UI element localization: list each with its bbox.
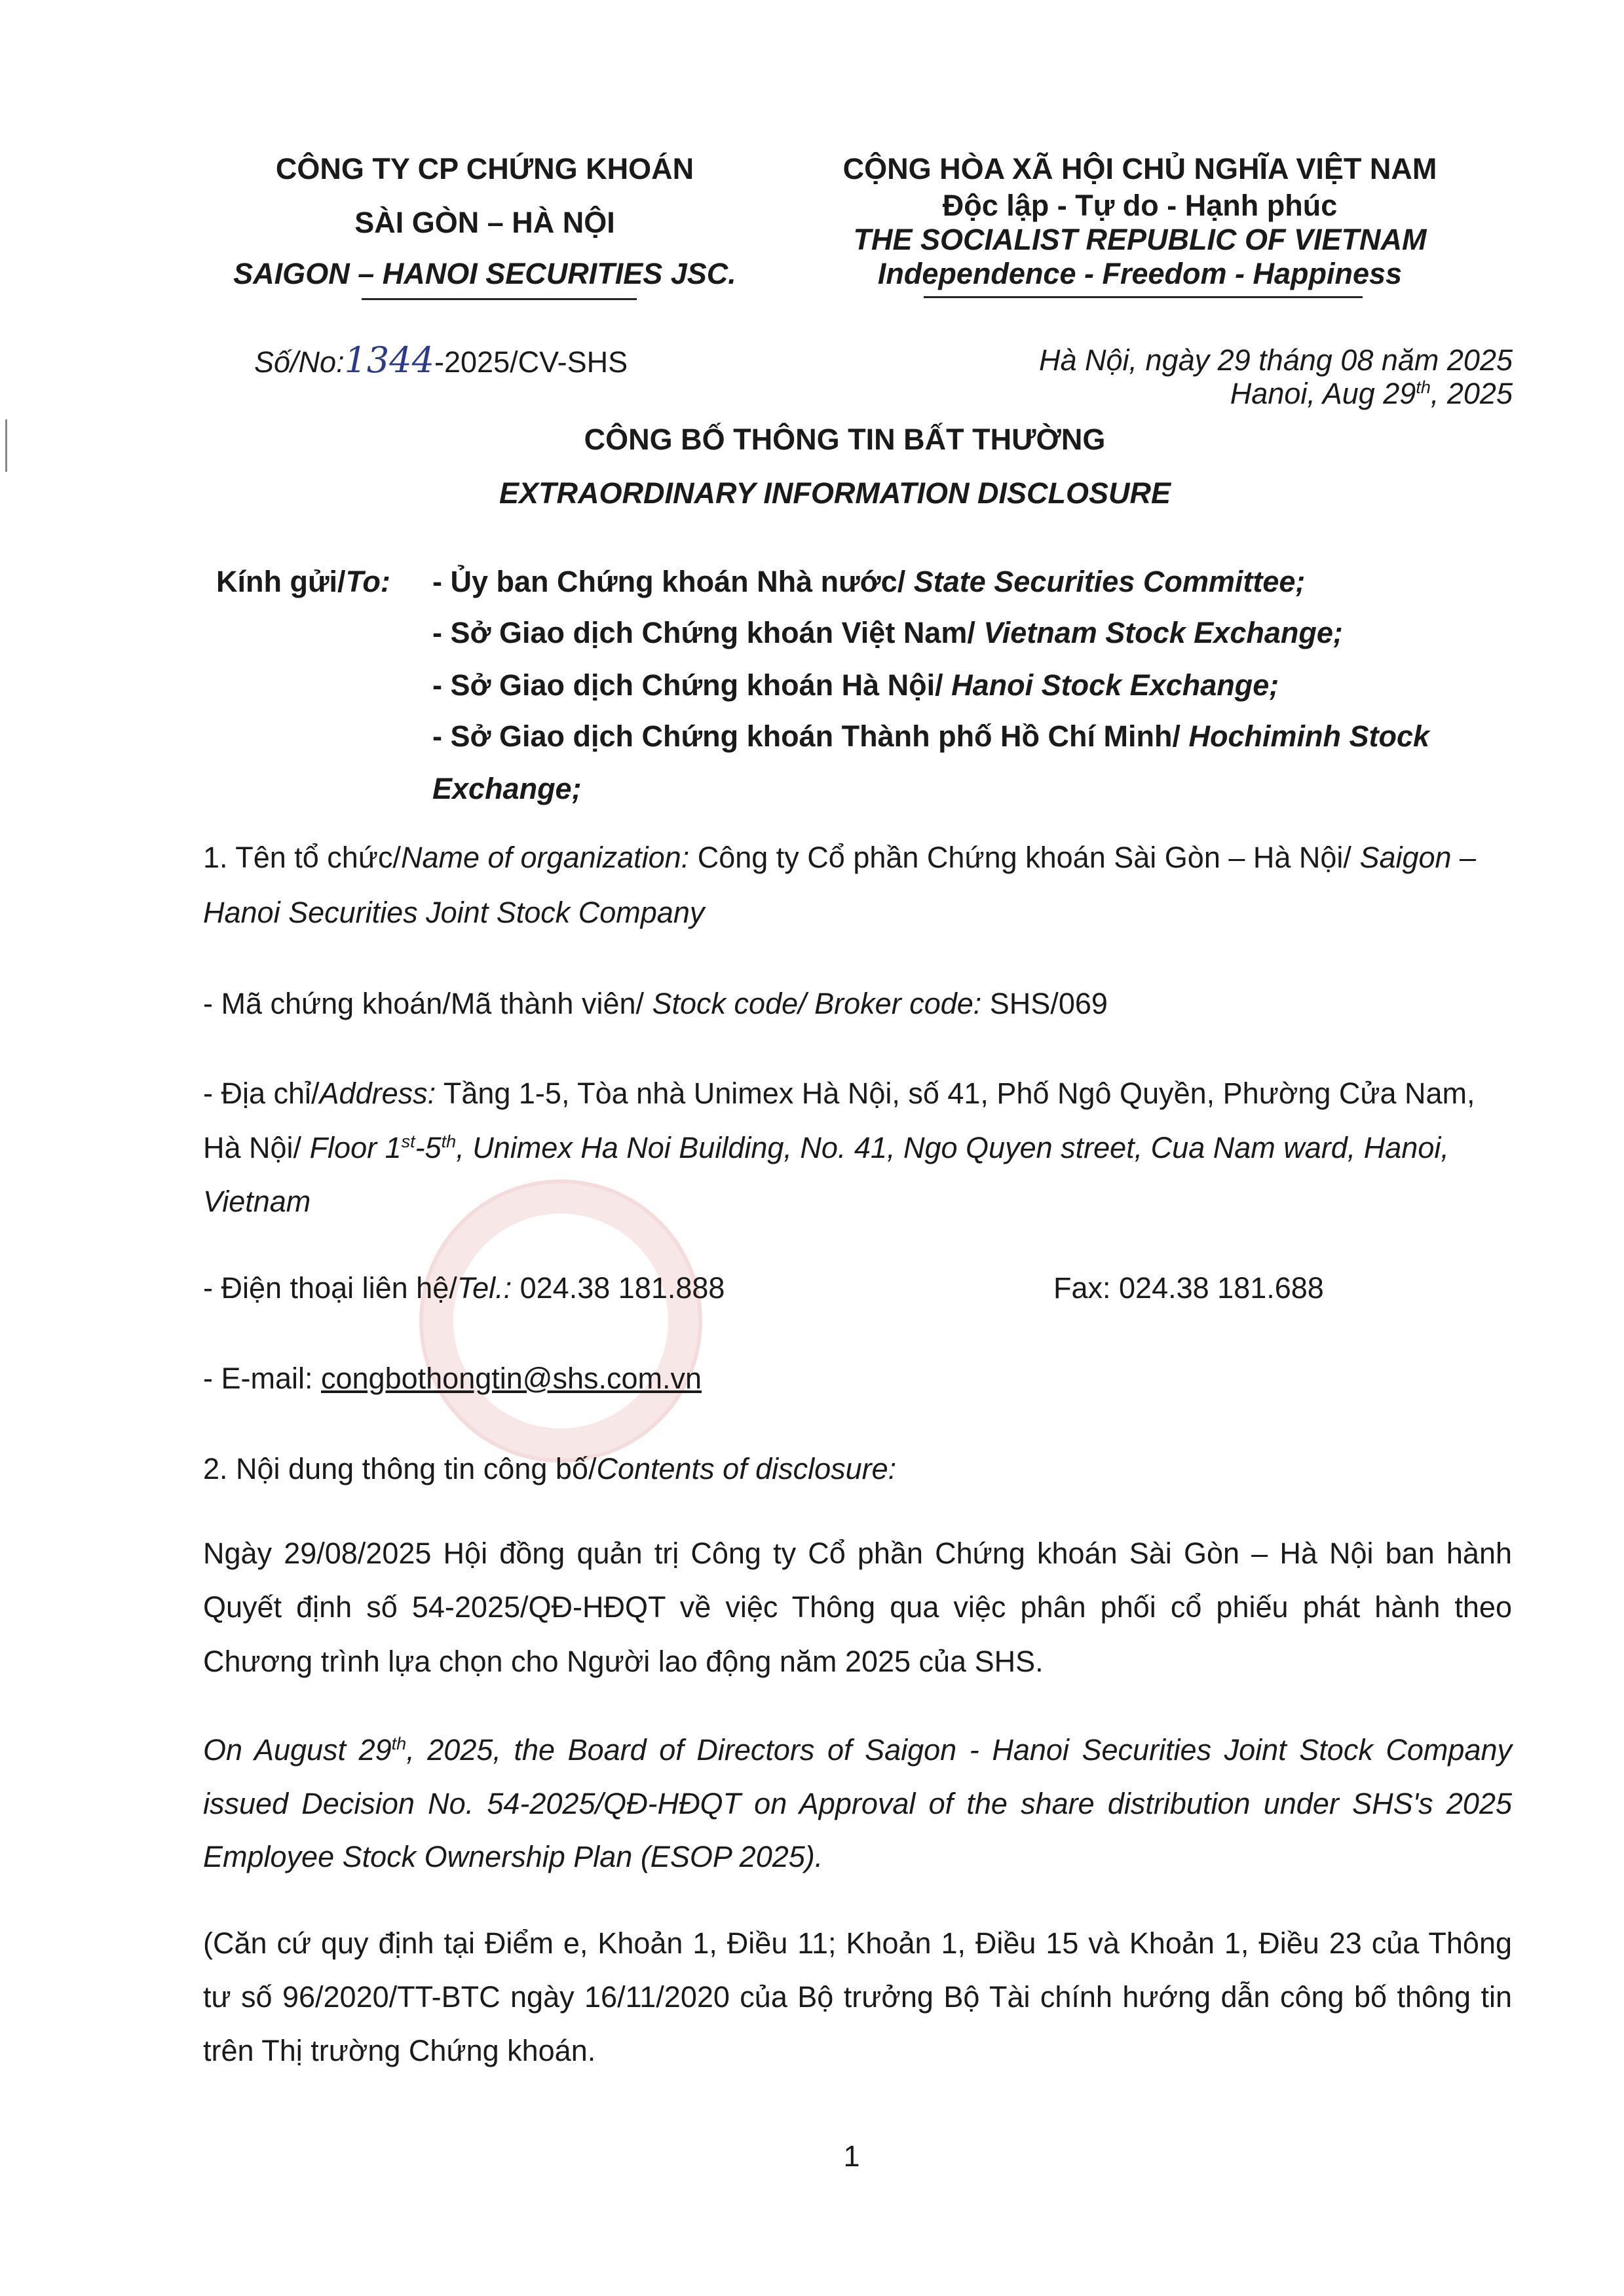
- paragraph-en-line: issued Decision No. 54-2025/QĐ-HĐQT on Approval of the share distribution under SHS's 2025: [203, 1787, 1512, 1820]
- header-right-underline: [924, 296, 1363, 298]
- recipient-item: - Sở Giao dịch Chứng khoán Thành phố Hồ Chí Minh/ Hochiminh Stock: [432, 719, 1430, 753]
- doc-number-prefix: Số/No:: [254, 345, 345, 379]
- legal-basis-line: trên Thị trường Chứng khoán.: [203, 2034, 596, 2067]
- motto-vi: Độc lập - Tự do - Hạnh phúc: [942, 189, 1338, 222]
- legal-basis-line: tư số 96/2020/TT-BTC ngày 16/11/2020 của Bộ trưởng Bộ Tài chính hướng dẫn công bố thông tin: [203, 1980, 1512, 2014]
- recipient-item: - Sở Giao dịch Chứng khoán Việt Nam/ Vietnam Stock Exchange;: [432, 616, 1343, 649]
- company-name-en: SAIGON – HANOI SECURITIES JSC.: [233, 257, 736, 290]
- company-name-vi-line2: SÀI GÒN – HÀ NỘI: [354, 206, 615, 239]
- organization-name: 1. Tên tổ chức/Name of organization: Công ty Cổ phần Chứng khoán Sài Gòn – Hà Nội/ Saigon –: [203, 841, 1477, 874]
- doc-number-handwritten: 1344: [344, 339, 435, 381]
- address-line1: - Địa chỉ/Address: Tầng 1-5, Tòa nhà Unimex Hà Nội, số 41, Phố Ngô Quyền, Phường Cửa Nam,: [203, 1077, 1475, 1110]
- phone: - Điện thoại liên hệ/Tel.: 024.38 181.888: [203, 1271, 725, 1305]
- recipients-label: Kính gửi/To:: [216, 565, 390, 598]
- header-left-underline: [362, 298, 637, 300]
- country-name-vi: CỘNG HÒA XÃ HỘI CHỦ NGHĨA VIỆT NAM: [842, 152, 1437, 185]
- paragraph-vi-line: Ngày 29/08/2025 Hội đồng quản trị Công ty Cổ phần Chứng khoán Sài Gòn – Hà Nội ban hành: [203, 1537, 1512, 1570]
- paragraph-vi-line: Chương trình lựa chọn cho Người lao động năm 2025 của SHS.: [203, 1645, 1044, 1678]
- date-en: Hanoi, Aug 29th, 2025: [1230, 377, 1513, 410]
- email: - E-mail: congbothongtin@shs.com.vn: [203, 1362, 702, 1395]
- recipient-item: - Sở Giao dịch Chứng khoán Hà Nội/ Hanoi Stock Exchange;: [432, 668, 1279, 702]
- document-title-en: EXTRAORDINARY INFORMATION DISCLOSURE: [499, 476, 1171, 510]
- address-line2: Hà Nội/ Floor 1st-5th, Unimex Ha Noi Building, No. 41, Ngo Quyen street, Cua Nam ward, Hanoi,: [203, 1131, 1449, 1164]
- fax: Fax: 024.38 181.688: [1053, 1271, 1324, 1305]
- doc-number-suffix: -2025/CV-SHS: [434, 345, 628, 379]
- email-link[interactable]: congbothongtin@shs.com.vn: [321, 1362, 702, 1395]
- recipient-item: - Ủy ban Chứng khoán Nhà nước/ State Securities Committee;: [432, 565, 1306, 598]
- page-number: 1: [843, 2139, 860, 2173]
- organization-name-en-cont: Hanoi Securities Joint Stock Company: [203, 896, 705, 929]
- motto-en: Independence - Freedom - Happiness: [877, 257, 1403, 290]
- stock-code: - Mã chứng khoán/Mã thành viên/ Stock code/ Broker code: SHS/069: [203, 987, 1108, 1020]
- recipient-item-continuation: Exchange;: [432, 772, 582, 805]
- address-line3: Vietnam: [203, 1185, 311, 1218]
- disclosure-contents-heading: 2. Nội dung thông tin công bố/Contents of disclosure:: [203, 1452, 897, 1485]
- document-title-vi: CÔNG BỐ THÔNG TIN BẤT THƯỜNG: [584, 423, 1106, 456]
- company-name-vi-line1: CÔNG TY CP CHỨNG KHOÁN: [275, 152, 694, 185]
- country-name-en: THE SOCIALIST REPUBLIC OF VIETNAM: [853, 223, 1427, 256]
- paragraph-en-line: On August 29th, 2025, the Board of Directors of Saigon - Hanoi Securities Joint Stock Company: [203, 1733, 1512, 1767]
- document-number: [254, 339, 628, 381]
- legal-basis-line: (Căn cứ quy định tại Điểm e, Khoản 1, Điều 11; Khoản 1, Điều 15 và Khoản 1, Điều 23 của Thông: [203, 1926, 1512, 1960]
- date-vi: Hà Nội, ngày 29 tháng 08 năm 2025: [1038, 343, 1513, 377]
- paragraph-vi-line: Quyết định số 54-2025/QĐ-HĐQT về việc Thông qua việc phân phối cổ phiếu phát hành theo: [203, 1590, 1512, 1624]
- company-stamp: [419, 1179, 702, 1463]
- paragraph-en-line: Employee Stock Ownership Plan (ESOP 2025).: [203, 1840, 823, 1873]
